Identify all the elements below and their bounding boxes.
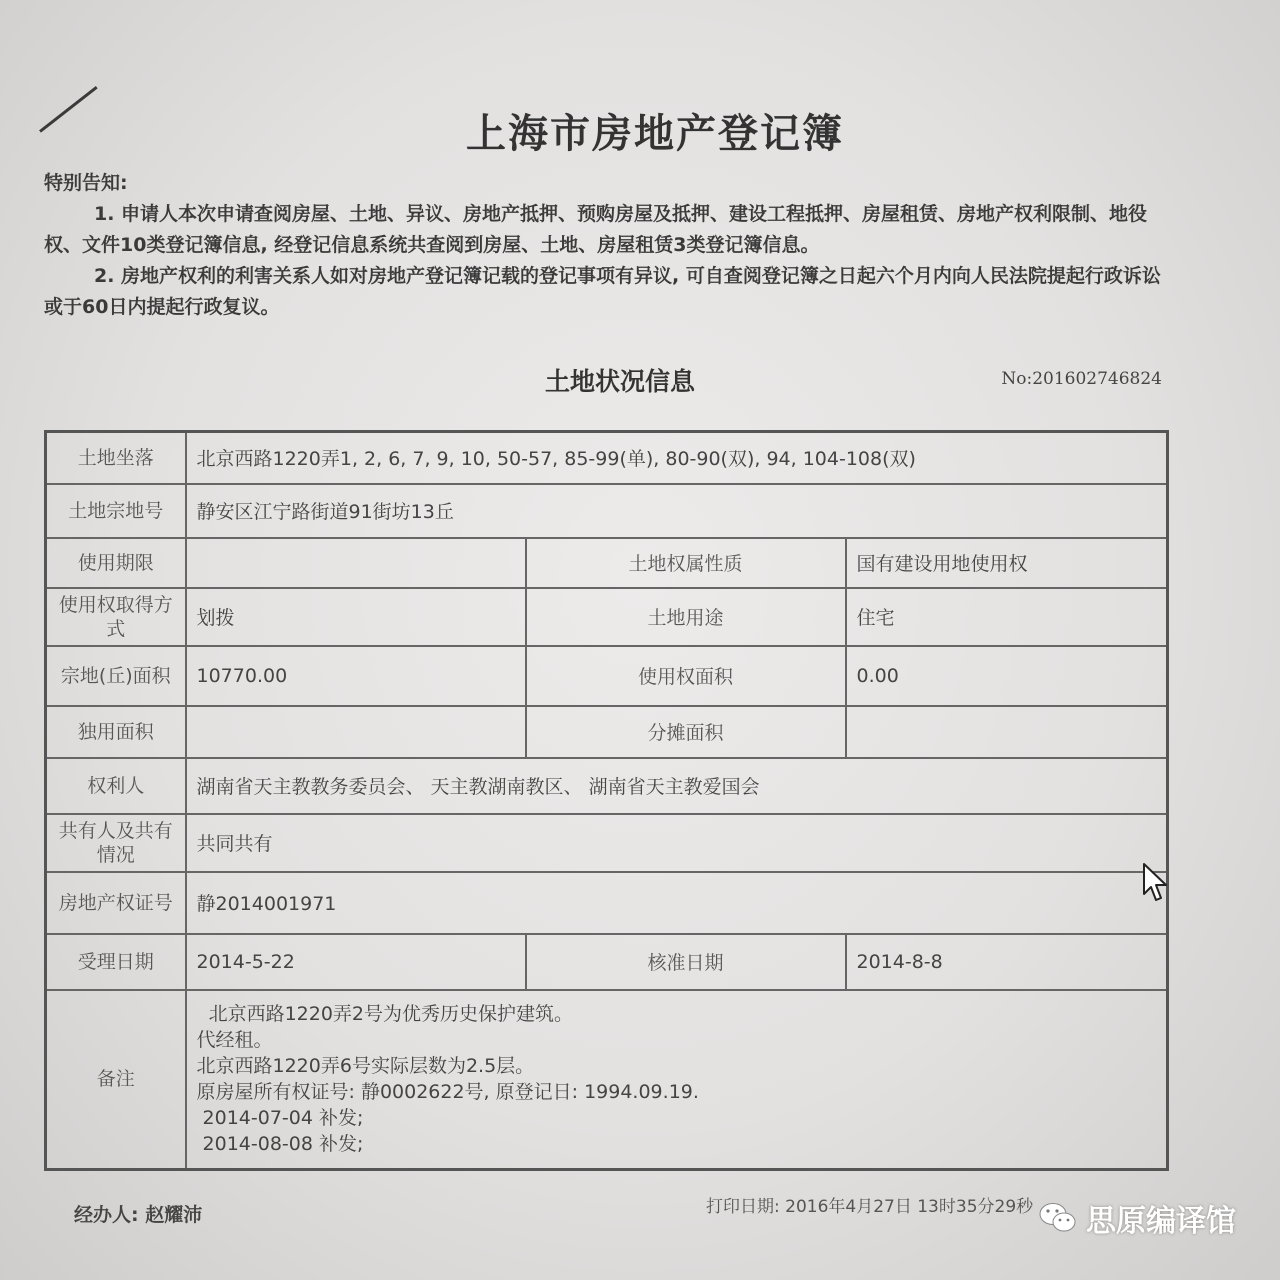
table-row (46, 646, 1168, 706)
co-ownership-label: 共有人及共有情况 (46, 814, 186, 872)
exclusive-area-label: 独用面积 (46, 706, 186, 758)
acquisition-label: 使用权取得方式 (46, 588, 186, 646)
area-value: 10770.00 (186, 646, 526, 706)
remarks-line: 2014-07-04 补发; (196, 1107, 364, 1130)
table-row (46, 934, 1168, 990)
watermark (1038, 1196, 1236, 1240)
area-label: 宗地(丘)面积 (46, 646, 186, 706)
holder-value: 湖南省天主教教务委员会、 天主教湖南教区、 湖南省天主教爱国会 (186, 758, 1168, 814)
use-label: 土地用途 (526, 588, 846, 646)
certificate-label: 房地产权证号 (46, 872, 186, 934)
nature-value: 国有建设用地使用权 (846, 538, 1168, 588)
handler: 经办人: 赵耀沛 (74, 1204, 203, 1226)
table-row (46, 990, 1168, 1170)
watermark-text: 思原编译馆 (1086, 1204, 1236, 1239)
remarks-line: 2014-08-08 补发; (196, 1133, 364, 1156)
table-row (46, 588, 1168, 646)
co-ownership-value: 共同共有 (186, 814, 1168, 872)
accept-date-label: 受理日期 (46, 934, 186, 990)
parcel-value: 静安区江宁路街道91街坊13丘 (186, 484, 1168, 538)
term-value (186, 538, 526, 588)
table-row (46, 432, 1168, 484)
certificate-value: 静2014001971 (186, 872, 1168, 934)
shared-area-label: 分摊面积 (526, 706, 846, 758)
accept-date-value: 2014-5-22 (186, 934, 526, 990)
page-title: 上海市房地产登记簿 (466, 111, 844, 157)
approve-date-label: 核准日期 (526, 934, 846, 990)
land-info-table (44, 430, 1169, 1171)
right-area-label: 使用权面积 (526, 646, 846, 706)
approve-date-value: 2014-8-8 (846, 934, 1168, 990)
table-row (46, 872, 1168, 934)
wechat-icon (1038, 1201, 1078, 1235)
special-notice (44, 168, 1164, 323)
use-value: 住宅 (846, 588, 1168, 646)
remarks-label: 备注 (46, 990, 186, 1170)
parcel-label: 土地宗地号 (46, 484, 186, 538)
table-row (46, 538, 1168, 588)
holder-label: 权利人 (46, 758, 186, 814)
remarks-line: 北京西路1220弄2号为优秀历史保护建筑。 (196, 1003, 574, 1026)
remarks-line: 原房屋所有权证号: 静0002622号, 原登记日: 1994.09.19. (196, 1081, 699, 1104)
shared-area-value (846, 706, 1168, 758)
section-title: 土地状况信息 (544, 367, 695, 396)
mouse-pointer-icon (1142, 862, 1168, 904)
table-row (46, 814, 1168, 872)
table-row (46, 758, 1168, 814)
remarks-line: 代经租。 (196, 1029, 273, 1052)
document-number: No:201602746824 (1001, 369, 1162, 389)
table-row (46, 706, 1168, 758)
right-area-value: 0.00 (846, 646, 1168, 706)
acquisition-value: 划拨 (186, 588, 526, 646)
print-date: 打印日期: 2016年4月27日 13时35分29秒 (706, 1197, 1034, 1217)
notice-item-2: 2. 房地产权利的利害关系人如对房地产登记簿记载的登记事项有异议, 可自查阅登记簿之日起六个月内向人民法院提起行政诉讼或于60日内提起行政复议。 (44, 265, 1161, 318)
nature-label: 土地权属性质 (526, 538, 846, 588)
location-label: 土地坐落 (46, 432, 186, 484)
table-row (46, 484, 1168, 538)
exclusive-area-value (186, 706, 526, 758)
remarks-value (186, 990, 1168, 1170)
term-label: 使用期限 (46, 538, 186, 588)
notice-item-1: 1. 申请人本次申请查阅房屋、土地、异议、房地产抵押、预购房屋及抵押、建设工程抵押、房屋租赁、房地产权利限制、地役权、文件10类登记簿信息, 经登记信息系统共查阅到房屋、土地、房屋租赁3类登记簿信息。 (44, 203, 1148, 256)
remarks-line: 北京西路1220弄6号实际层数为2.5层。 (196, 1055, 535, 1078)
notice-heading: 特别告知: (44, 172, 128, 194)
location-value: 北京西路1220弄1, 2, 6, 7, 9, 10, 50-57, 85-99(单), 80-90(双), 94, 104-108(双) (186, 432, 1168, 484)
